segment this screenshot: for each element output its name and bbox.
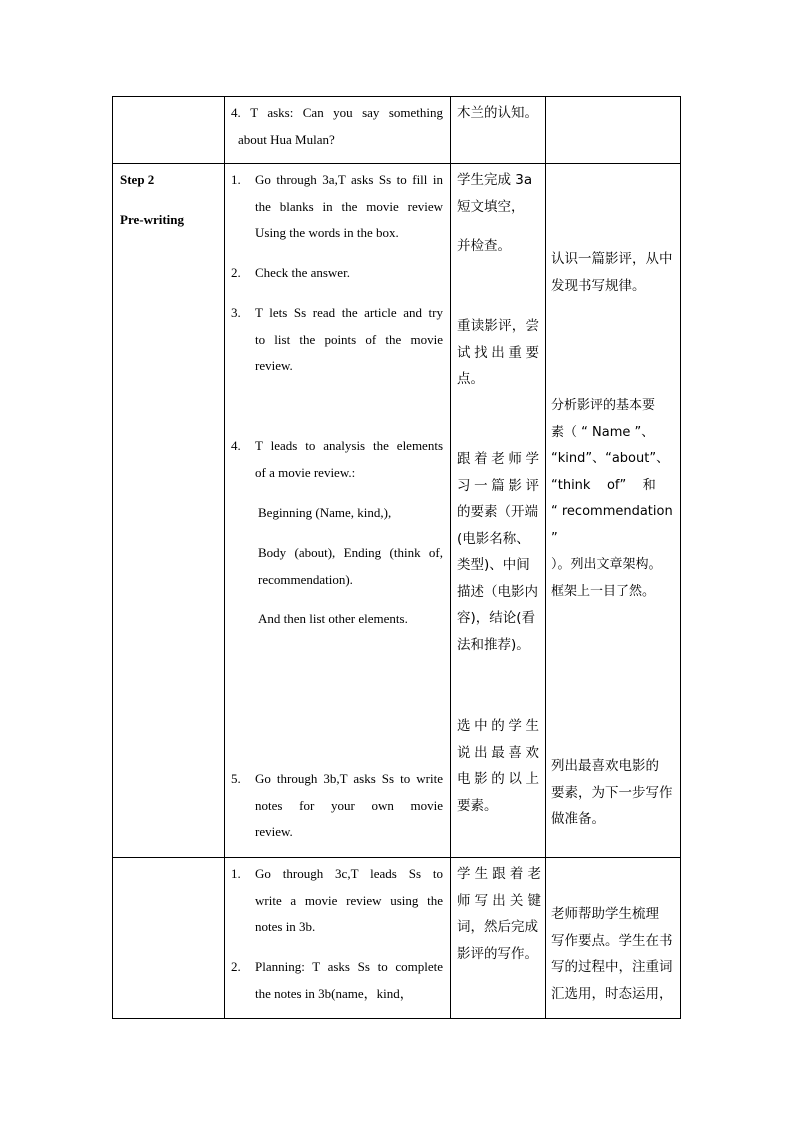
step-title: Step 2 — [120, 172, 155, 187]
procedure-line: about Hua Mulan? — [238, 131, 335, 147]
procedure-line: T asks: Can you say something — [250, 105, 444, 120]
purpose-block: 列出最喜欢电影的 要素，为下一步写作 做准备。 — [551, 758, 673, 827]
item-number: 1. — [231, 866, 241, 881]
procedure-item: Check the answer. — [255, 265, 350, 280]
procedure-item: Planning: T asks Ss to complete the notes in 3b(name，kind， — [255, 959, 443, 1001]
table-top-border — [112, 96, 681, 97]
row3-student-activity: 学生跟着老 师写出关键 词，然后完成 影评的写作。 — [457, 866, 541, 962]
item-number: 5. — [231, 771, 241, 786]
procedure-item: Go through 3c,T leads Ss to write a movie review using the notes in 3b. — [255, 866, 443, 934]
student-block: 重读影评，尝 试找出重要 点。 — [457, 318, 539, 387]
row1-student-activity: 木兰的认知。 — [457, 105, 538, 121]
student-block: 跟着老师学 习一篇影评 的要素（开端 (电影名称、 类型)、中间 描述（电影内 容)，结论(看 法和推荐)。 — [457, 451, 539, 653]
col-border-right — [680, 96, 681, 1019]
col-border-left — [112, 96, 113, 1019]
procedure-item: Go through 3b,T asks Ss to write notes for your own movie review. — [255, 771, 443, 839]
row3-purpose: 老师帮助学生梳理 写作要点。学生在书 写的过程中，注重词 汇选用，时态运用， — [551, 906, 673, 1002]
purpose-block: 认识一篇影评，从中 发现书写规律。 — [551, 251, 673, 294]
item-number: 2. — [231, 959, 241, 974]
procedure-item: Go through 3a,T asks Ss to fill in the blanks in the movie review Using the words in the box. — [255, 172, 443, 240]
item-number: 1. — [231, 172, 241, 187]
purpose-block: 分析影评的基本要 素（ “ Name ”、 “kind”、“about”、 “think of” 和 “ recommendation ” ）。列出文章架构。 框架上一目了然。 — [551, 398, 673, 599]
student-block: 选中的学生 说出最喜欢 电影的以上 要素。 — [457, 718, 539, 814]
item-number: 4. — [231, 438, 241, 453]
table-bottom-border — [112, 1018, 681, 1019]
step-subtitle: Pre-writing — [120, 212, 185, 227]
student-block: 并检查。 — [457, 238, 511, 254]
row-divider-1 — [112, 163, 681, 164]
procedure-item: T lets Ss read the article and try to list the points of the movie review. — [255, 305, 443, 373]
procedure-subitem: Beginning (Name, kind,), — [258, 505, 392, 520]
item-number: 4. — [231, 105, 241, 120]
procedure-subitem: And then list other elements. — [258, 611, 408, 626]
row-divider-2 — [112, 857, 681, 858]
col-border-step — [224, 96, 225, 1019]
col-border-student — [545, 96, 546, 1019]
item-number: 2. — [231, 265, 241, 280]
procedure-subitem: Body (about), Ending (think of, recommendation). — [258, 545, 443, 587]
procedure-item: T leads to analysis the elements of a movie review.: — [255, 438, 443, 480]
student-block: 学生完成 3a 短文填空， — [457, 172, 533, 215]
item-number: 3. — [231, 305, 241, 320]
col-border-procedure — [450, 96, 451, 1019]
